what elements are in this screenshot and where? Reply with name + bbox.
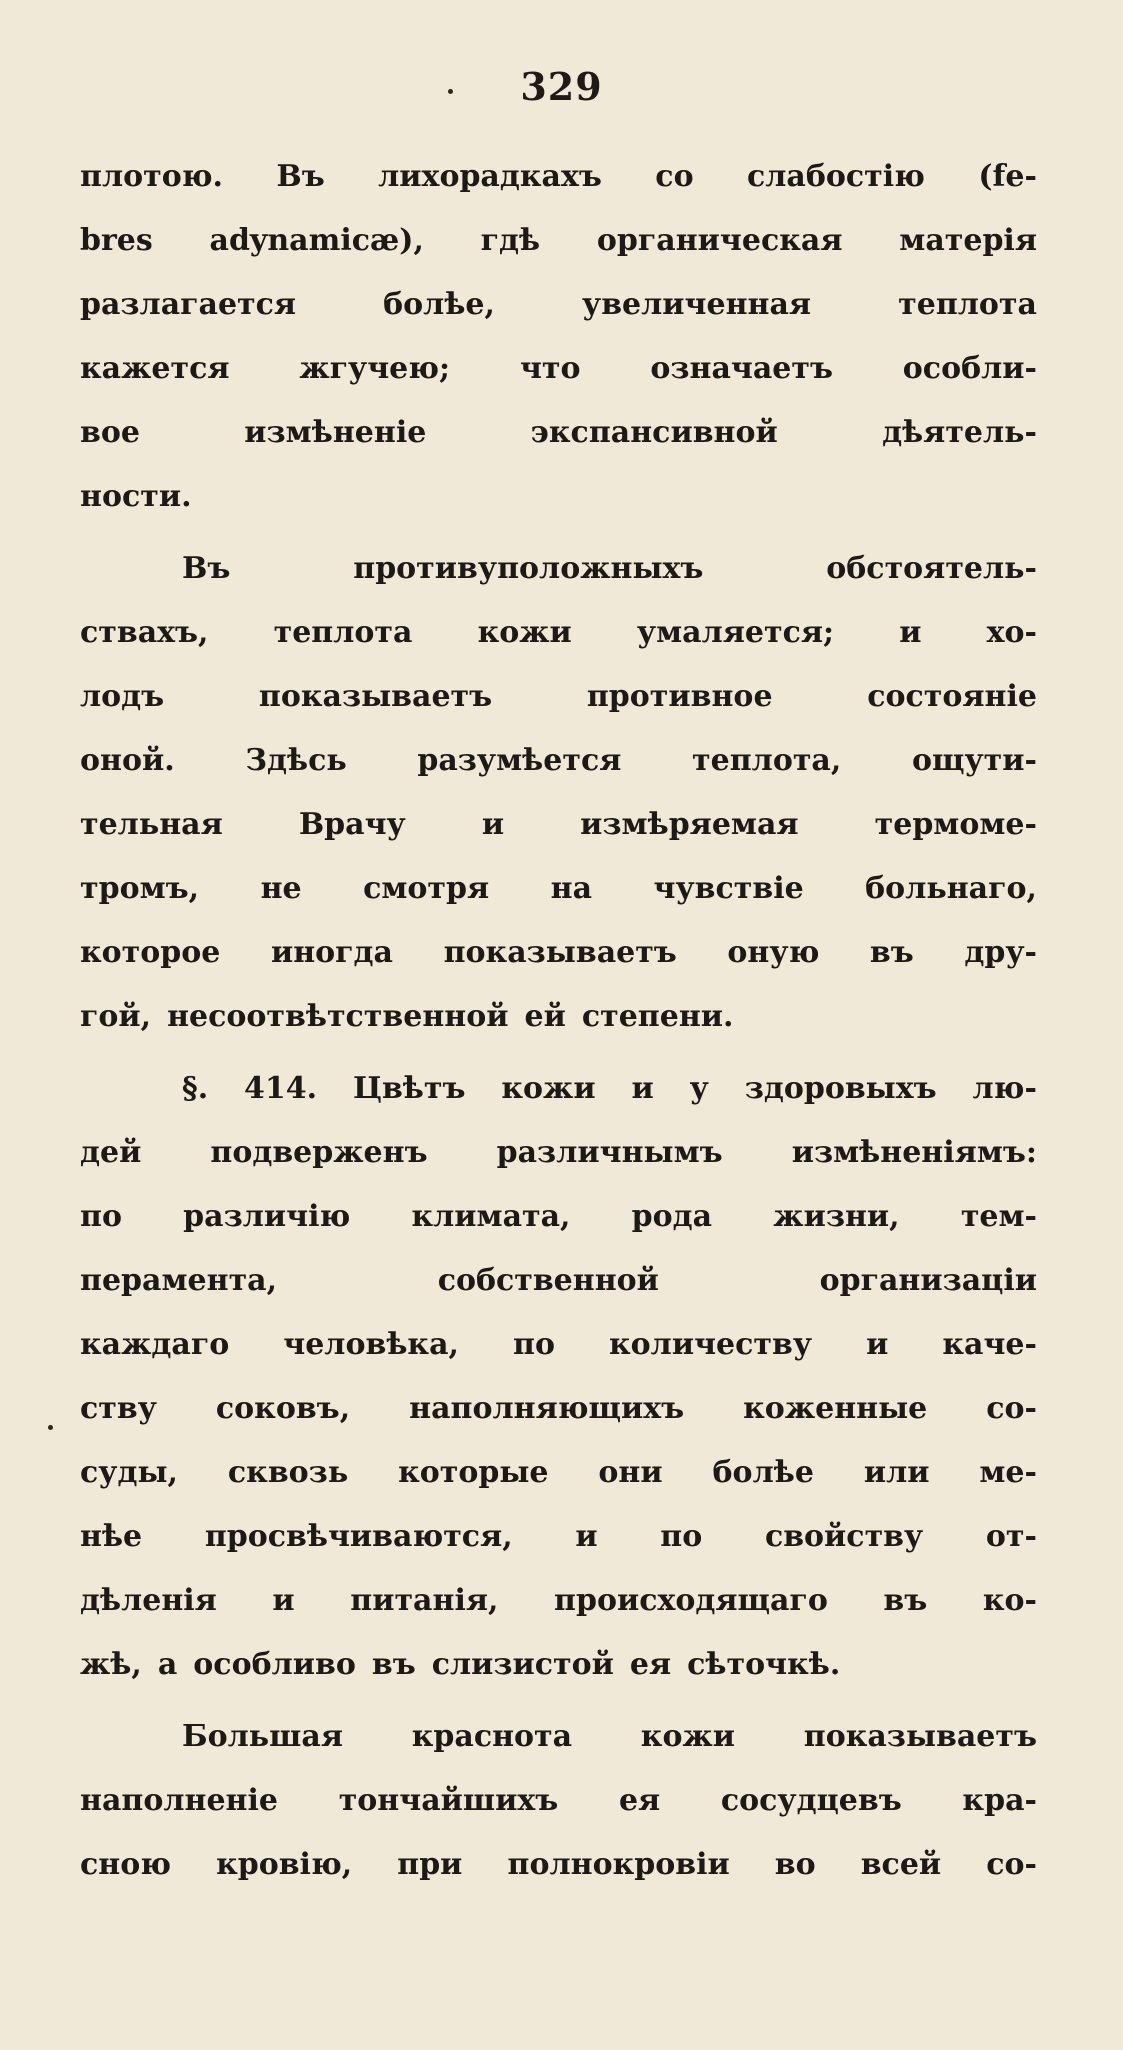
word: собственной (437, 1263, 659, 1298)
word: Здѣсь (245, 743, 347, 778)
word: показываетъ (443, 935, 677, 970)
text-line (80, 1121, 1037, 1185)
word: по (660, 1519, 703, 1554)
text-line (80, 209, 1037, 273)
word: Цвѣтъ (352, 1071, 466, 1106)
word: степени. (581, 999, 734, 1034)
paragraph (80, 537, 1037, 1049)
word: въ (371, 1647, 416, 1682)
paragraph (80, 1705, 1037, 1897)
word: теплота (273, 615, 413, 650)
word: полнокровіи (507, 1847, 730, 1882)
word: особли- (902, 351, 1037, 386)
word: и (866, 1327, 889, 1362)
word: здоровыхъ (744, 1071, 937, 1106)
ink-speck (48, 1425, 53, 1430)
text-line (80, 1057, 1037, 1121)
word: ей (524, 999, 566, 1034)
word: ея (618, 1783, 661, 1818)
word: по (513, 1327, 555, 1362)
word: каче- (942, 1327, 1037, 1362)
word: хо- (986, 615, 1037, 650)
word: гой, (80, 999, 152, 1034)
word: противное (586, 679, 773, 714)
word: климата, (411, 1199, 571, 1234)
word: теплота, (692, 743, 842, 778)
text-line (80, 401, 1037, 465)
word: со- (986, 1847, 1037, 1882)
word: дѣятель- (882, 415, 1037, 450)
word: ощути- (911, 743, 1037, 778)
word: сѣточкѣ. (687, 1647, 841, 1682)
text-line (80, 1505, 1037, 1569)
text-line (80, 1705, 1037, 1769)
word: тончайшихъ (338, 1783, 559, 1818)
word: кожи (477, 615, 572, 650)
word: Врачу (298, 807, 406, 842)
word: матерія (899, 223, 1037, 258)
text-line (80, 1633, 1037, 1697)
word: въ (883, 1583, 928, 1618)
word: различнымъ (496, 1135, 723, 1170)
word: въ (869, 935, 914, 970)
word: экспансивной (530, 415, 778, 450)
word: питанія, (350, 1583, 499, 1618)
word: и (575, 1519, 598, 1554)
body-text (80, 145, 1037, 1897)
text-line (80, 601, 1037, 665)
word: Въ (276, 159, 325, 194)
word: Въ (182, 551, 231, 586)
word: или (863, 1455, 930, 1490)
text-line (80, 729, 1037, 793)
text-line (80, 857, 1037, 921)
word: лодъ (80, 679, 165, 714)
word: и (899, 615, 922, 650)
paragraph (80, 1057, 1037, 1697)
text-line (80, 985, 1037, 1049)
word: болѣе, (383, 287, 495, 322)
word: измѣряемая (580, 807, 799, 842)
text-line (80, 1569, 1037, 1633)
word: кожи (640, 1719, 736, 1754)
word: сосудцевъ (720, 1783, 902, 1818)
text-line (80, 337, 1037, 401)
word: показываетъ (258, 679, 493, 714)
word: вое (80, 415, 140, 450)
word: иногда (270, 935, 393, 970)
word: умаляется; (636, 615, 835, 650)
word: состояніе (867, 679, 1037, 714)
word: кажется (80, 351, 230, 386)
text-line (80, 537, 1037, 601)
word: особливо (193, 1647, 356, 1682)
word: которое (80, 935, 221, 970)
word: теплота (898, 287, 1037, 322)
word: количеству (609, 1327, 813, 1362)
word: со- (986, 1391, 1037, 1426)
word: adynamicæ), (209, 223, 424, 258)
word: (fe- (978, 159, 1037, 194)
word: жизни, (773, 1199, 900, 1234)
word: противуположныхъ (353, 551, 704, 586)
word: суды, (80, 1455, 178, 1490)
word: со (655, 159, 694, 194)
word: разлагается (80, 287, 297, 322)
word: оную (727, 935, 820, 970)
word: больнаго, (865, 871, 1037, 906)
word: лихорадкахъ (378, 159, 602, 194)
text-line (80, 273, 1037, 337)
word: ме- (979, 1455, 1037, 1490)
word: слабостію (747, 159, 925, 194)
word: измѣненіе (244, 415, 427, 450)
word: тем- (960, 1199, 1037, 1234)
word: термоме- (874, 807, 1037, 842)
text-line (80, 665, 1037, 729)
word: дру- (964, 935, 1037, 970)
word: дѣленія (80, 1583, 217, 1618)
text-line (80, 1441, 1037, 1505)
word: смотря (363, 871, 490, 906)
word: они (598, 1455, 663, 1490)
text-line (80, 1833, 1037, 1897)
word: несоотвѣтственной (167, 999, 509, 1034)
paragraph-gap (80, 1049, 1037, 1057)
text-line (80, 1249, 1037, 1313)
word: и (272, 1583, 295, 1618)
word: обстоятель- (826, 551, 1037, 586)
word: по (80, 1199, 122, 1234)
word: плотою. (80, 159, 223, 194)
text-line (80, 465, 1037, 529)
word: свойству (764, 1519, 924, 1554)
word: и (481, 807, 505, 842)
word: жгучею; (299, 351, 451, 386)
word: означаетъ (650, 351, 833, 386)
page-number: 329 (520, 64, 603, 109)
word: коженные (743, 1391, 928, 1426)
word: Большая (182, 1719, 344, 1754)
word: тромъ, (80, 871, 200, 906)
word: органическая (596, 223, 843, 258)
word: тельная (80, 807, 223, 842)
word: ности. (80, 479, 192, 514)
word: ству (80, 1391, 157, 1426)
paragraph-gap (80, 529, 1037, 537)
word: ея (629, 1647, 672, 1682)
word: оной. (80, 743, 175, 778)
word: сною (80, 1847, 171, 1882)
word: у (689, 1071, 709, 1106)
word: жѣ, (80, 1647, 142, 1682)
word: различію (183, 1199, 351, 1234)
word: перамента, (80, 1263, 278, 1298)
word: всей (860, 1847, 942, 1882)
word: при (397, 1847, 463, 1882)
word: чувствіе (653, 871, 804, 906)
word: на (550, 871, 593, 906)
text-line (80, 1185, 1037, 1249)
word: нѣе (80, 1519, 143, 1554)
word: кровію, (216, 1847, 353, 1882)
word: показываетъ (803, 1719, 1037, 1754)
word: и (631, 1071, 654, 1106)
word: дей (80, 1135, 142, 1170)
word: кожи (501, 1071, 596, 1106)
word: кра- (962, 1783, 1037, 1818)
word: что (519, 351, 581, 386)
word: измѣненіямъ: (791, 1135, 1037, 1170)
paragraph-gap (80, 1697, 1037, 1705)
text-line (80, 1377, 1037, 1441)
word: а (157, 1647, 178, 1682)
word: просвѣчиваются, (204, 1519, 513, 1554)
word: от- (985, 1519, 1037, 1554)
word: каждаго (80, 1327, 230, 1362)
word: рода (631, 1199, 713, 1234)
text-line (80, 1769, 1037, 1833)
word: которые (398, 1455, 549, 1490)
ink-speck (448, 89, 453, 94)
text-line (80, 921, 1037, 985)
word: происходящаго (554, 1583, 828, 1618)
word: увеличенная (581, 287, 812, 322)
word: наполняющихъ (409, 1391, 685, 1426)
text-line (80, 793, 1037, 857)
word: соковъ, (215, 1391, 351, 1426)
word: §. (182, 1071, 209, 1106)
word: краснота (411, 1719, 573, 1754)
word: гдѣ (480, 223, 541, 258)
paragraph (80, 145, 1037, 529)
word: сквозь (227, 1455, 349, 1490)
word: человѣка, (283, 1327, 459, 1362)
word: организаціи (819, 1263, 1037, 1298)
word: подверженъ (210, 1135, 428, 1170)
word: наполненіе (80, 1783, 279, 1818)
text-line (80, 1313, 1037, 1377)
word: ко- (982, 1583, 1037, 1618)
text-line (80, 145, 1037, 209)
word: лю- (972, 1071, 1037, 1106)
word: болѣе (712, 1455, 814, 1490)
word: не (260, 871, 302, 906)
word: во (774, 1847, 816, 1882)
word: слизистой (431, 1647, 614, 1682)
word: 414. (244, 1071, 318, 1106)
word: ствахъ, (80, 615, 209, 650)
word: bres (80, 223, 153, 258)
word: разумѣется (417, 743, 622, 778)
